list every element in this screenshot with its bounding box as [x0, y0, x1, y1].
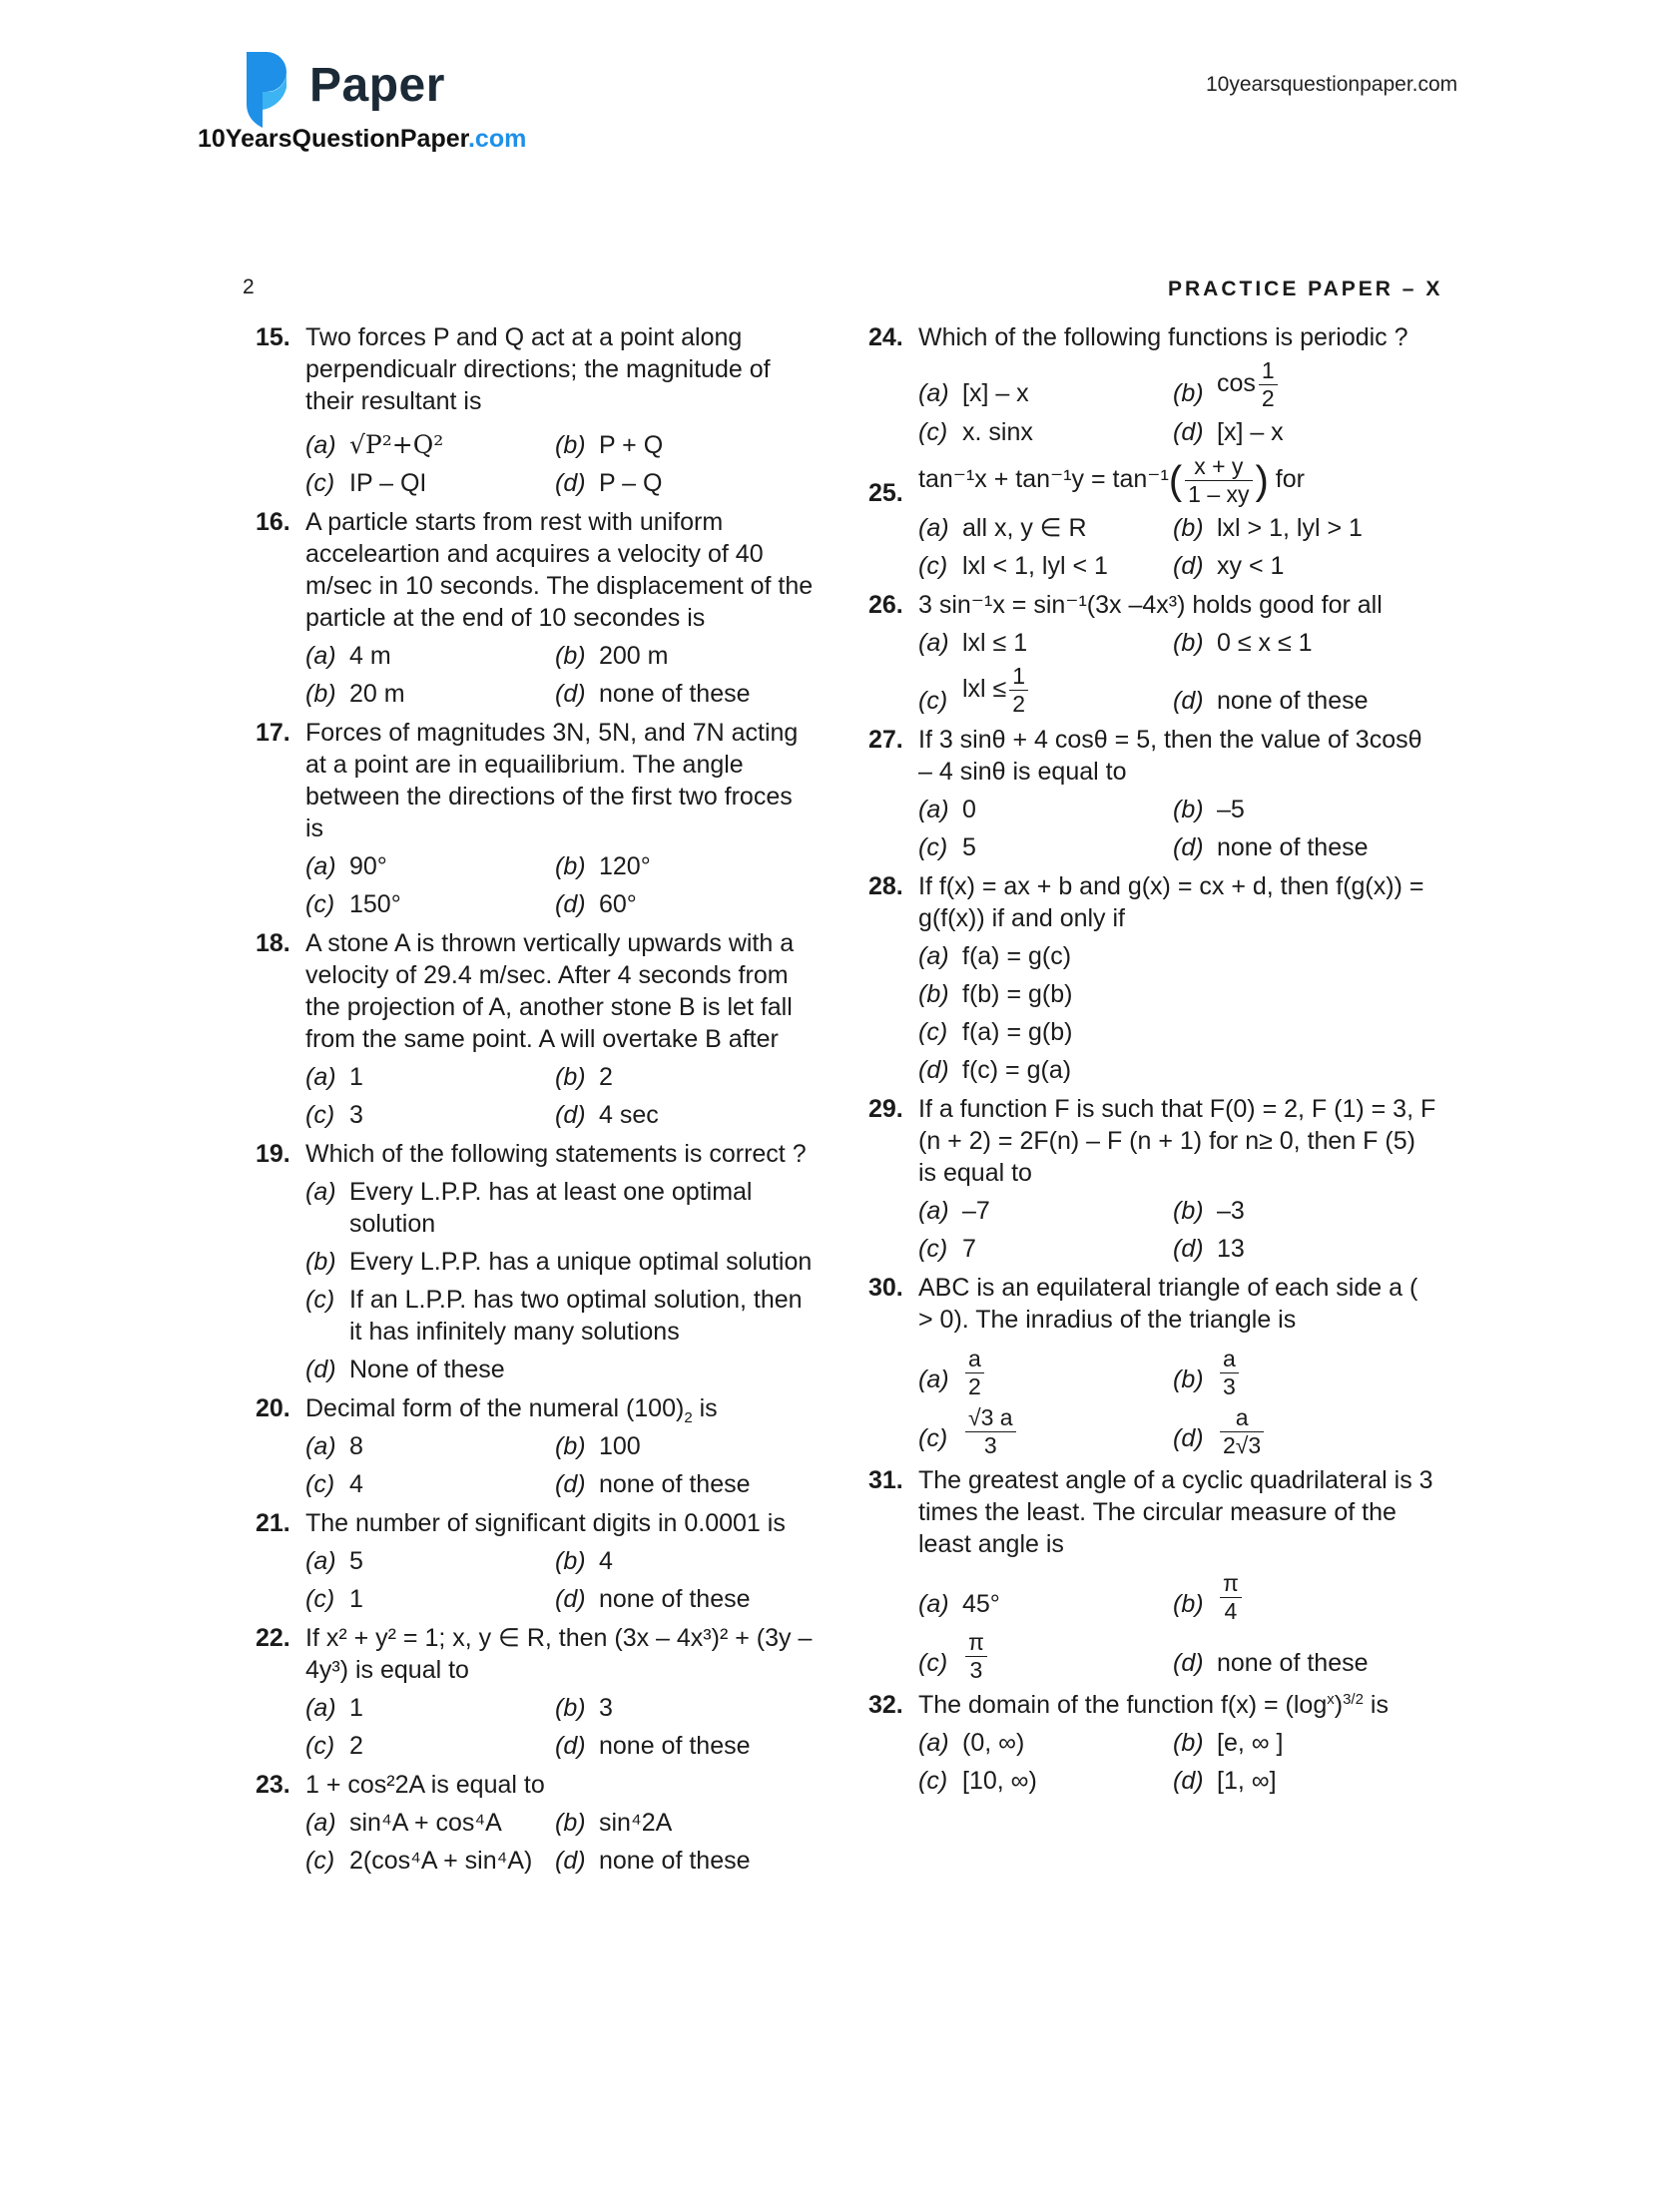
option-c: (c) 2 — [305, 1732, 363, 1760]
question-text: 3 sin⁻¹x = sin⁻¹(3x –4x³) holds good for all — [918, 591, 1383, 619]
question-26: 26. 3 sin⁻¹x = sin⁻¹(3x –4x³) holds good for all (a) lxl ≤ 1 (b) 0 ≤ x ≤ 1 (c) lxl ≤ $\frac{1}{2}$ (d) none of these — [868, 589, 1437, 717]
question-28: 28. If f(x) = ax + b and g(x) = cx + d, then f(g(x)) = g(f(x)) if and only if (a) f(a) = g(c) (b) f(b) = g(b) (c) f(a) = g(b) (d) f(c) = g(a) — [868, 870, 1437, 1086]
option-a: (a) 90° — [305, 852, 387, 880]
option-d: (d) None of these — [305, 1356, 505, 1383]
question-text: If x² + y² = 1; x, y ∈ R, then (3x – 4x³)² + (3y – 4y³) is equal to — [305, 1624, 813, 1684]
option-c: (c) x. sinx — [918, 418, 1033, 446]
option-a: (a) f(a) = g(c) — [918, 942, 1072, 970]
question-text: If f(x) = ax + b and g(x) = cx + d, then f(g(x)) = g(f(x)) if and only if — [918, 872, 1424, 932]
question-text: Decimal form of the numeral $(100)_2$ is — [305, 1394, 718, 1426]
option-a: (a) 0 — [918, 796, 976, 823]
option-c: (c) lxl ≤ $\frac{1}{2}$ — [918, 665, 1173, 717]
option-a: (a) 8 — [305, 1432, 363, 1460]
question-18: 18. A stone A is thrown vertically upwards with a velocity of 29.4 m/sec. After 4 seconds from the projection of A, another stone B is let fall from the same point. A will overtake B after (a) 1 (b) 2 (c) 3 (d) 4 sec — [256, 927, 815, 1131]
left-column — [256, 321, 815, 1884]
option-c: (b) 20 m — [305, 680, 405, 708]
question-text: The greatest angle of a cyclic quadrilateral is 3 times the least. The circular measure of the least angle is — [918, 1466, 1433, 1558]
option-d: (d) $\frac{a}{2√3}$ — [1173, 1406, 1437, 1457]
logo-wordmark: Paper — [309, 59, 445, 112]
question-text: ABC is an equilateral triangle of each side a ( > 0). The inradius of the triangle is — [918, 1274, 1418, 1334]
option-c: (c) $\frac{\pi}{3}$ — [918, 1631, 1173, 1682]
option-c: (c) $\frac{√3 a}{3}$ — [918, 1406, 1173, 1457]
option-c: (c) 4 — [305, 1470, 363, 1498]
option-d: (d) none of these — [1173, 687, 1369, 715]
option-d: (d) none of these — [1173, 833, 1369, 861]
option-a: (a) 5 — [305, 1547, 363, 1575]
question-text: The number of significant digits in 0.0001 is — [305, 1509, 786, 1537]
option-b: (b) $\frac{\pi}{4}$ — [1173, 1572, 1437, 1623]
question-23: 23. 1 + cos²2A is equal to (a) sin⁴A + cos⁴A (b) sin⁴2A (c) 2(cos⁴A + sin⁴A) (d) none of these — [256, 1769, 815, 1877]
question-text: If a function F is such that F(0) = 2, F (1) = 3, F (n + 2) = 2F(n) – F (n + 1) for n≥ 0, then F (5) is equal to — [918, 1095, 1436, 1187]
option-a: (a) (0, ∞) — [918, 1729, 1025, 1757]
option-c: (c) IP – QI — [305, 469, 427, 497]
question-17: 17. Forces of magnitudes 3N, 5N, and 7N acting at a point are in equailibrium. The angle between the directions of the first two froces is (a) 90° (b) 120° (c) 150° (d) 60° — [256, 717, 815, 920]
question-19: 19. Which of the following statements is correct ? (a) Every L.P.P. has at least one optimal solution (b) Every L.P.P. has a unique optimal solution (c) If an L.P.P. has two optimal solution, then it has infinitely many solutions (d) None of these — [256, 1138, 815, 1385]
page-header — [0, 0, 1680, 200]
option-b: (b) –5 — [1173, 796, 1245, 823]
question-text: Two forces P and Q act at a point along perpendicualr directions; the magnitude of their resultant is — [305, 323, 771, 415]
option-d: (d) none of these — [1173, 1649, 1369, 1677]
option-d: (d) xy < 1 — [1173, 552, 1285, 580]
option-b: (b) 3 — [555, 1694, 613, 1722]
option-b: (b) P + Q — [555, 431, 664, 459]
question-30: 30. ABC is an equilateral triangle of each side a ( > 0). The inradius of the triangle is (a) $\frac{a}{2}$ (b) $\frac{a}{3}$ (c) $\frac{√3 a}{3}$ (d) $\frac{a}{2√3}$ — [868, 1272, 1437, 1457]
option-c: (c) lxl < 1, lyl < 1 — [918, 552, 1108, 580]
option-a: (a) sin⁴A + cos⁴A — [305, 1809, 502, 1837]
option-a: (a) lxl ≤ 1 — [918, 629, 1028, 657]
option-a: (a) 4 m — [305, 642, 391, 670]
option-a: (a) 45° — [918, 1590, 1000, 1618]
question-31: 31. The greatest angle of a cyclic quadrilateral is 3 times the least. The circular measure of the least angle is (a) 45° (b) $\frac{\pi}{4}$ (c) $\frac{\pi}{3}$ (d) none of these — [868, 1464, 1437, 1682]
question-text: The domain of the function $f(x) = (\log^x)^{3/2}$ is — [918, 1691, 1389, 1719]
option-c: (c) If an L.P.P. has two optimal solution, then it has infinitely many solutions — [305, 1286, 803, 1346]
option-b: (b) 4 — [555, 1547, 613, 1575]
question-text: Forces of magnitudes 3N, 5N, and 7N acting at a point are in equailibrium. The angle between the directions of the first two froces is — [305, 719, 799, 842]
option-d: (d) none of these — [555, 1847, 751, 1875]
option-b: (b) $\frac{a}{3}$ — [1173, 1348, 1437, 1398]
option-b: (b) 200 m — [555, 642, 669, 670]
option-b: (b) Every L.P.P. has a unique optimal solution — [305, 1248, 813, 1276]
question-text: A particle starts from rest with uniform acceleartion and acquires a velocity of 40 m/sec in 10 seconds. The displacement of the particle at the end of 10 secondes is — [305, 508, 814, 632]
option-b: (b) 2 — [555, 1063, 613, 1091]
question-text: Which of the following functions is periodic ? — [918, 323, 1408, 351]
option-a: (a) √P²+Q² — [305, 430, 444, 459]
option-a: (a) 1 — [305, 1694, 363, 1722]
right-column — [868, 321, 1437, 1804]
question-24: 24. Which of the following functions is periodic ? (a) [x] – x (b) cos $\frac{1}{2}$ (c) x. sinx (d) [x] – x — [868, 321, 1437, 448]
option-a: (a) $\frac{a}{2}$ — [918, 1348, 1173, 1398]
option-c: (c) 3 — [305, 1101, 363, 1129]
question-32: 32. The domain of the function $f(x) = (\log^x)^{3/2}$ is (a) (0, ∞) (b) [e, ∞ ] (c) [10, ∞) (d) [1, ∞] — [868, 1689, 1437, 1797]
option-d: (d) P – Q — [555, 469, 663, 497]
question-16: 16. A particle starts from rest with uniform acceleartion and acquires a velocity of 40 m/sec in 10 seconds. The displacement of the particle at the end of 10 secondes is (a) 4 m (b) 200 m (b) 20 m (d) none of these — [256, 508, 814, 708]
question-27: 27. If 3 sinθ + 4 cosθ = 5, then the value of 3cosθ – 4 sinθ is equal to (a) 0 (b) –5 (c) 5 (d) none of these — [868, 724, 1437, 863]
option-b: (b) 0 ≤ x ≤ 1 — [1173, 629, 1313, 657]
option-b: (b) lxl > 1, lyl > 1 — [1173, 514, 1363, 542]
question-text: 1 + cos²2A is equal to — [305, 1771, 545, 1799]
option-b: (b) –3 — [1173, 1197, 1245, 1225]
option-d: (d) 4 sec — [555, 1101, 659, 1129]
option-d: (d) none of these — [555, 680, 751, 708]
option-d: (d) none of these — [555, 1470, 751, 1498]
option-c: (c) f(a) = g(b) — [918, 1018, 1073, 1046]
option-d: (d) f(c) = g(a) — [918, 1056, 1072, 1084]
option-b: (b) cos $\frac{1}{2}$ — [1173, 359, 1437, 410]
question-text: A stone A is thrown vertically upwards with a velocity of 29.4 m/sec. After 4 seconds from the projection of A, another stone B is let fall from the same point. A will overtake B after — [305, 929, 795, 1053]
option-d: (d) 60° — [555, 890, 637, 918]
option-c: (c) 5 — [918, 833, 976, 861]
option-a: (a) Every L.P.P. has at least one optimal solution — [305, 1178, 753, 1238]
option-c: (c) 7 — [918, 1235, 976, 1263]
option-c: (c) 1 — [305, 1585, 363, 1613]
option-d: (d) [x] – x — [1173, 418, 1284, 446]
page-number: 2 — [243, 275, 255, 298]
question-15: 15. Two forces P and Q act at a point along perpendicualr directions; the magnitude of their resultant is (a) √P²+Q² (b) P + Q (c) IP – QI (d) P – Q — [256, 321, 815, 499]
option-d: (d) [1, ∞] — [1173, 1767, 1277, 1795]
site-url: 10yearsquestionpaper.com — [1206, 73, 1458, 96]
option-a: (a) 1 — [305, 1063, 363, 1091]
option-b: (b) sin⁴2A — [555, 1809, 673, 1837]
question-21: 21. The number of significant digits in 0.0001 is (a) 5 (b) 4 (c) 1 (d) none of these — [256, 1507, 815, 1615]
page-title: PRACTICE PAPER – X — [1168, 277, 1443, 300]
option-b: (b) 100 — [555, 1432, 641, 1460]
option-d: (d) none of these — [555, 1732, 751, 1760]
logo-subtitle: 10YearsQuestionPaper.com — [198, 125, 527, 153]
option-a: (a) –7 — [918, 1197, 990, 1225]
option-d: (d) 13 — [1173, 1235, 1245, 1263]
question-20: 20. Decimal form of the numeral $(100)_2$ is (a) 8 (b) 100 (c) 4 (d) none of these — [256, 1392, 815, 1500]
option-b: (b) [e, ∞ ] — [1173, 1729, 1284, 1757]
paper-logo-icon — [243, 48, 290, 132]
option-a: (a) [x] – x — [918, 379, 1029, 407]
question-22: 22. If x² + y² = 1; x, y ∈ R, then (3x – 4x³)² + (3y – 4y³) is equal to (a) 1 (b) 3 (c) 2 (d) none of these — [256, 1622, 815, 1762]
question-29: 29. If a function F is such that F(0) = 2, F (1) = 3, F (n + 2) = 2F(n) – F (n + 1) for n≥ 0, then F (5) is equal to (a) –7 (b) –3 (c) 7 (d) 13 — [868, 1095, 1436, 1263]
option-b: (b) f(b) = g(b) — [918, 980, 1073, 1008]
question-text: tan⁻¹x + tan⁻¹y = tan⁻¹( $\frac{x + y}{1 - xy}$ ) for — [918, 453, 1305, 507]
option-c: (c) 2(cos⁴A + sin⁴A) — [305, 1847, 533, 1875]
option-c: (c) 150° — [305, 890, 401, 918]
question-25: 25. tan⁻¹x + tan⁻¹y = tan⁻¹( $\frac{x + y}{1 - xy}$ ) for (a) all x, y ∈ R (b) lxl > 1, lyl > 1 (c) lxl < 1, lyl < 1 (d) xy < 1 — [868, 455, 1437, 582]
option-a: (a) all x, y ∈ R — [918, 514, 1087, 542]
option-c: (c) [10, ∞) — [918, 1767, 1037, 1795]
option-d: (d) none of these — [555, 1585, 751, 1613]
question-text: Which of the following statements is correct ? — [305, 1140, 807, 1168]
question-text: If 3 sinθ + 4 cosθ = 5, then the value of 3cosθ – 4 sinθ is equal to — [918, 726, 1422, 786]
option-b: (b) 120° — [555, 852, 651, 880]
